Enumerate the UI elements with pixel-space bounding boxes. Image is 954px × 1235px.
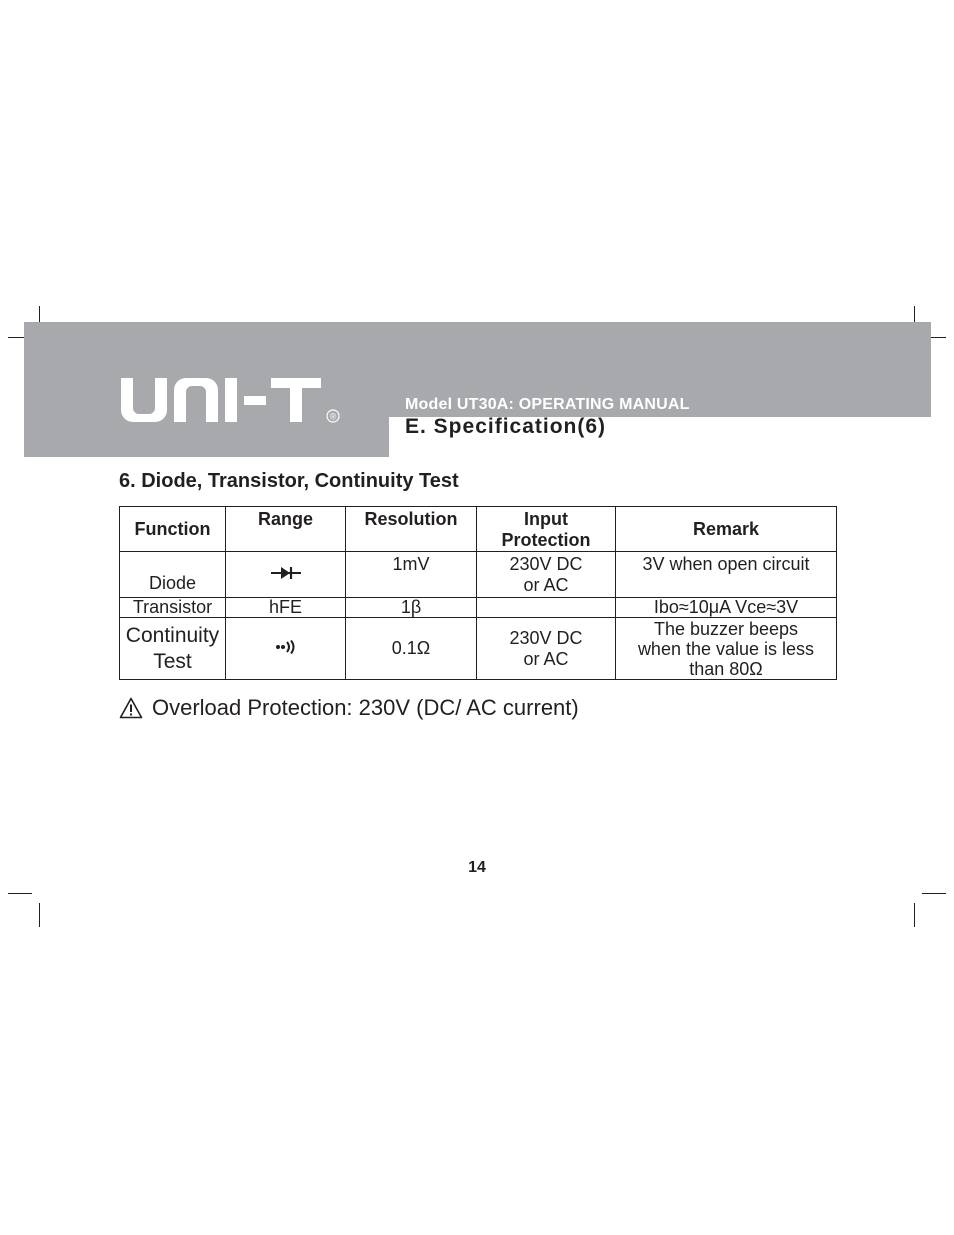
crop-mark — [39, 903, 40, 927]
crop-mark — [922, 893, 946, 894]
header-function: Function — [120, 507, 226, 552]
cell-function: Diode — [120, 552, 226, 598]
spec-table — [119, 506, 837, 680]
buzzer-icon — [275, 640, 297, 654]
diode-symbol-icon — [271, 566, 301, 580]
cell-protection: 230V DC or AC — [477, 618, 616, 680]
table-row — [120, 618, 837, 680]
svg-text:®: ® — [329, 411, 337, 422]
cell-function: Continuity Test — [120, 618, 226, 680]
uni-t-logo-icon — [119, 374, 349, 426]
cell-resolution: 1mV — [346, 552, 477, 598]
cell-resolution: 1β — [346, 598, 477, 618]
cell-protection — [477, 598, 616, 618]
cell-range — [226, 552, 346, 598]
overload-note — [119, 695, 579, 721]
overload-text: Overload Protection: 230V (DC/ AC current) — [152, 695, 579, 720]
table-row — [120, 598, 837, 618]
section-title: E. Specification(6) — [405, 415, 607, 438]
brand-logo — [119, 374, 349, 426]
manual-title: Model UT30A: OPERATING MANUAL — [405, 396, 690, 413]
header-range: Range — [226, 507, 346, 552]
cell-remark: The buzzer beeps when the value is less than 80Ω — [616, 618, 837, 680]
warning-icon — [119, 697, 143, 719]
header-remark: Remark — [616, 507, 837, 552]
cell-remark: 3V when open circuit — [616, 552, 837, 598]
cell-range — [226, 618, 346, 680]
table-row — [120, 552, 837, 598]
cell-range: hFE — [226, 598, 346, 618]
table-header-row — [120, 507, 837, 552]
crop-mark — [914, 903, 915, 927]
cell-remark: Ibo≈10μA Vce≈3V — [616, 598, 837, 618]
crop-mark — [8, 893, 32, 894]
header-input-protection: Input Protection — [477, 507, 616, 552]
cell-protection: 230V DC or AC — [477, 552, 616, 598]
header-resolution: Resolution — [346, 507, 477, 552]
cell-function: Transistor — [120, 598, 226, 618]
page-number: 14 — [468, 859, 486, 876]
subsection-title: 6. Diode, Transistor, Continuity Test — [119, 470, 459, 492]
cell-resolution: 0.1Ω — [346, 618, 477, 680]
